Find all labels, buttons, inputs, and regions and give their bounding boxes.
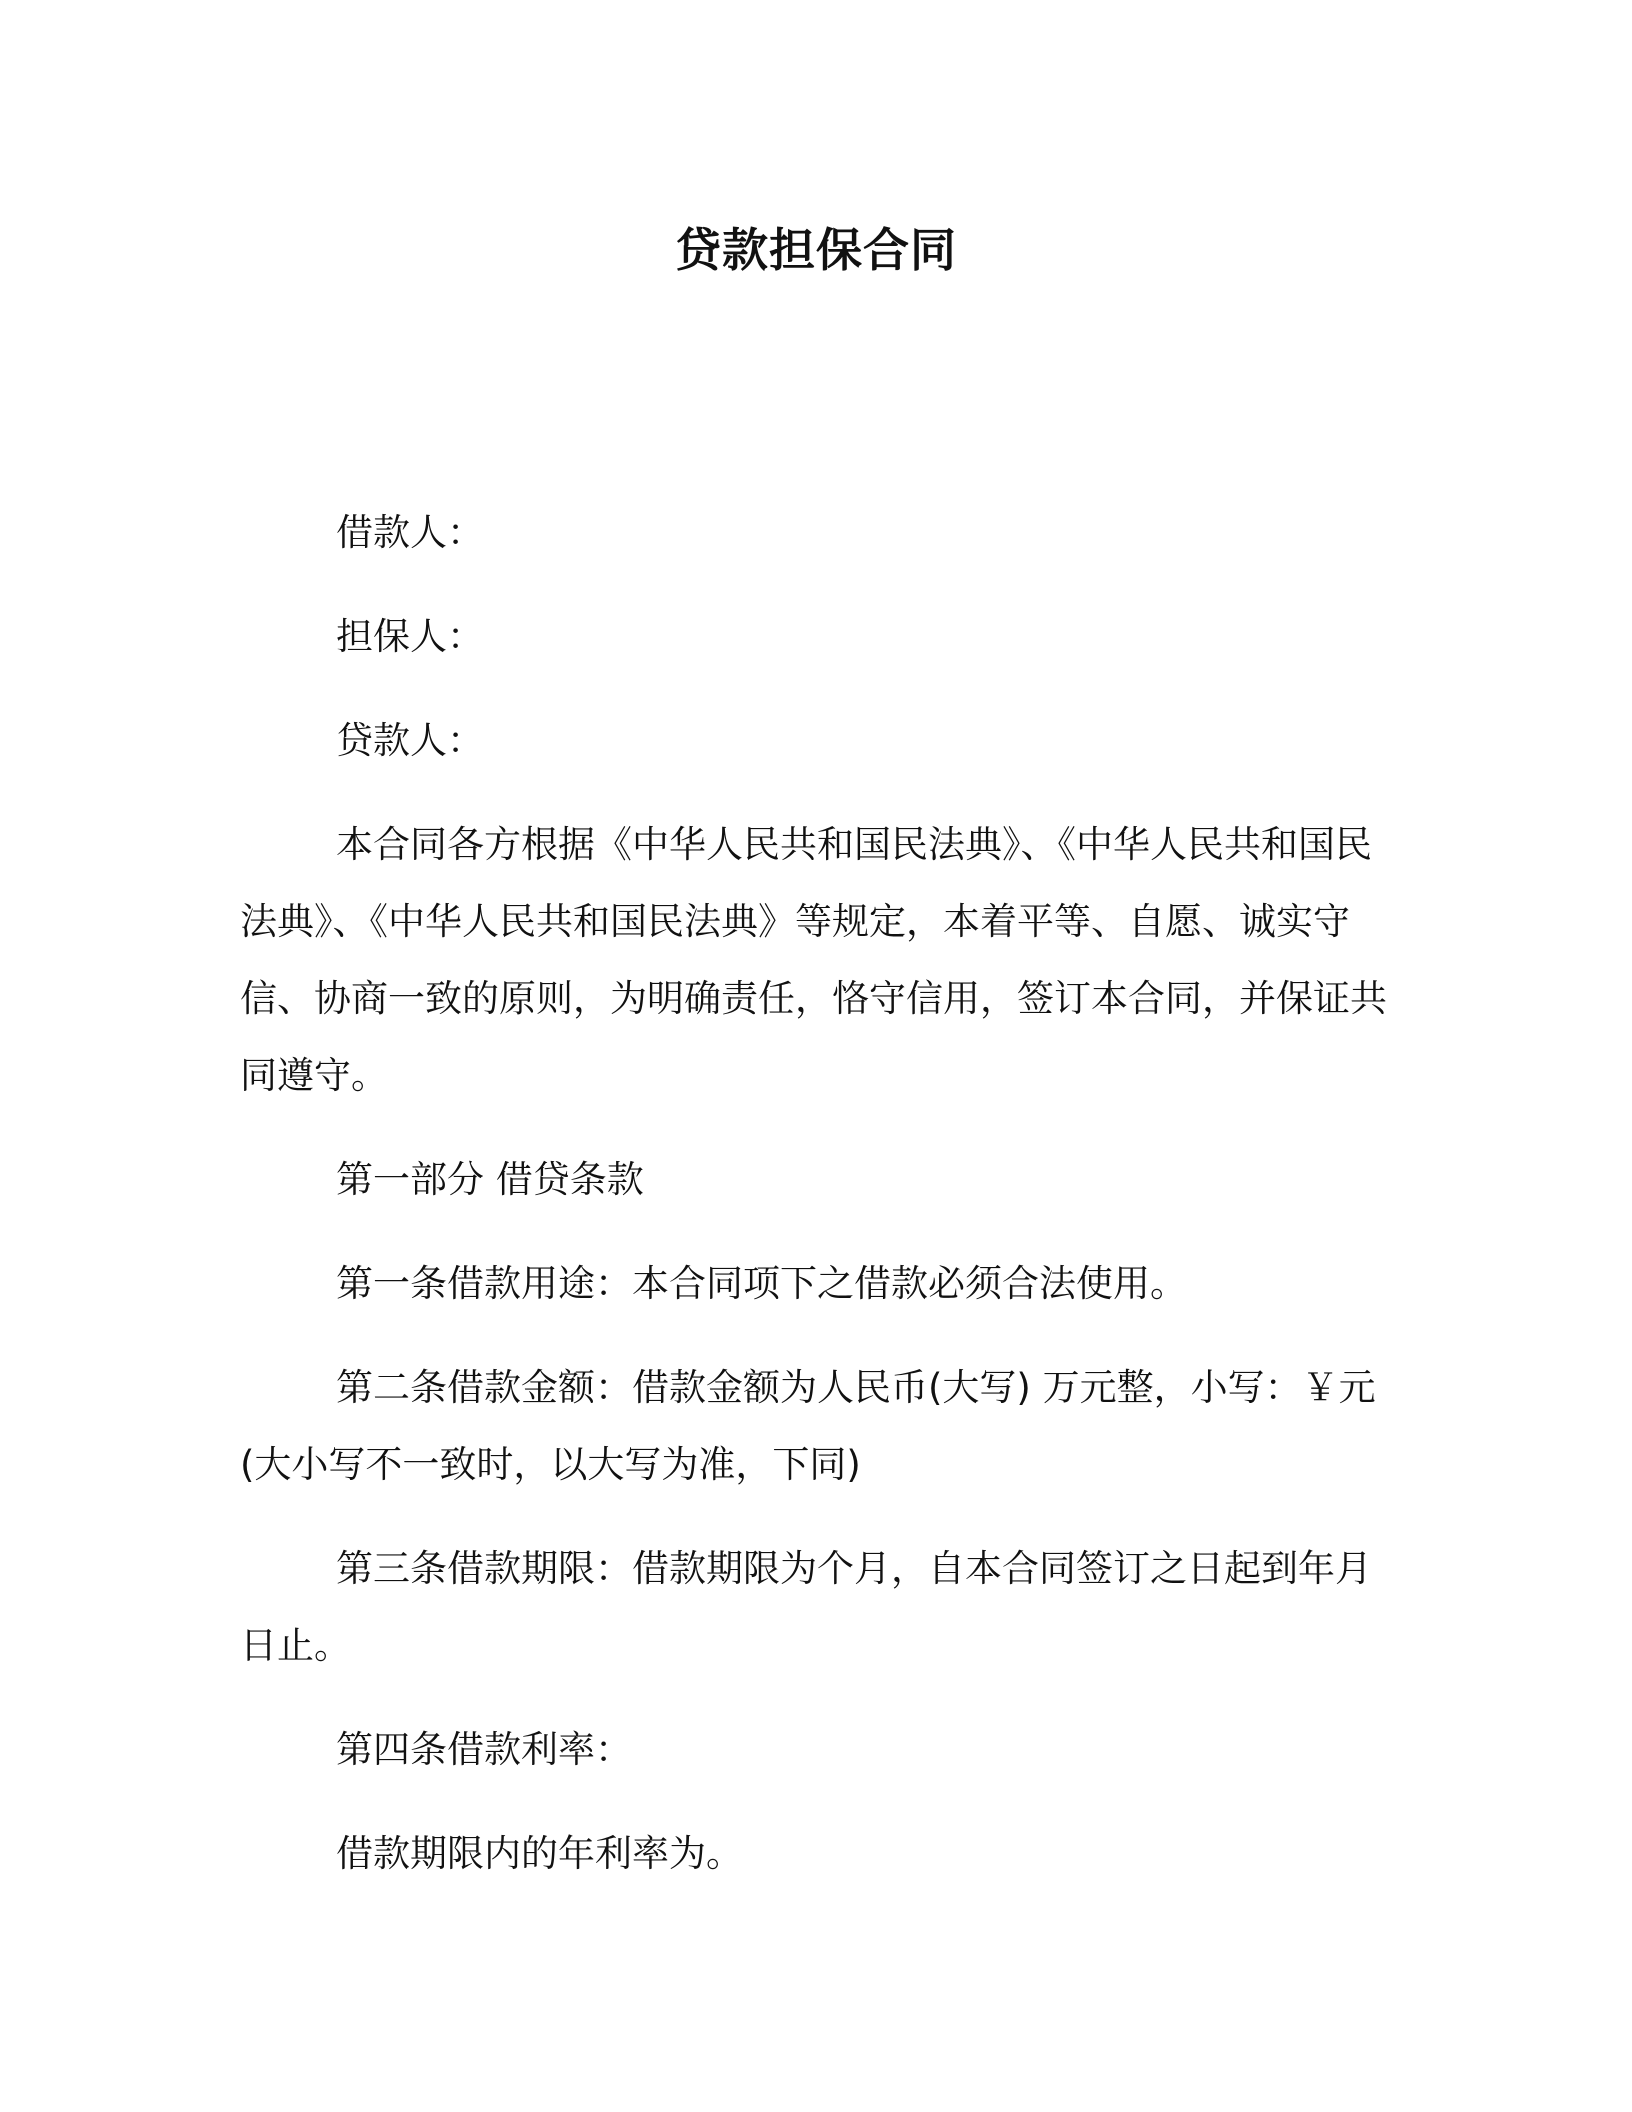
lender-line: 贷款人：: [336, 719, 484, 762]
borrower-line: 借款人：: [336, 511, 484, 554]
article-3: 第三条借款期限：借款期限为个月，自本合同签订之日起到年月日止。: [240, 1547, 1372, 1667]
document-title: 贷款担保合同: [675, 223, 957, 277]
article-2: 第二条借款金额：借款金额为人民币(大写) 万元整，小写：￥元(大小写不一致时，以大写为准，下同): [240, 1366, 1376, 1486]
document-body: [240, 494, 1390, 1919]
article-1: 第一条借款用途：本合同项下之借款必须合法使用。: [336, 1262, 1187, 1305]
article-4-detail: 借款期限内的年利率为。: [336, 1832, 743, 1875]
article-4: 第四条借款利率：: [336, 1728, 632, 1771]
guarantor-line: 担保人：: [336, 615, 484, 658]
part-one-heading: 第一部分 借贷条款: [336, 1158, 644, 1201]
preamble-paragraph: 本合同各方根据《中华人民共和国民法典》、《中华人民共和国民法典》、《中华人民共和国民法典》等规定，本着平等、自愿、诚实守信、协商一致的原则，为明确责任，恪守信用，签订本合同，并保证共同遵守。: [240, 823, 1387, 1097]
